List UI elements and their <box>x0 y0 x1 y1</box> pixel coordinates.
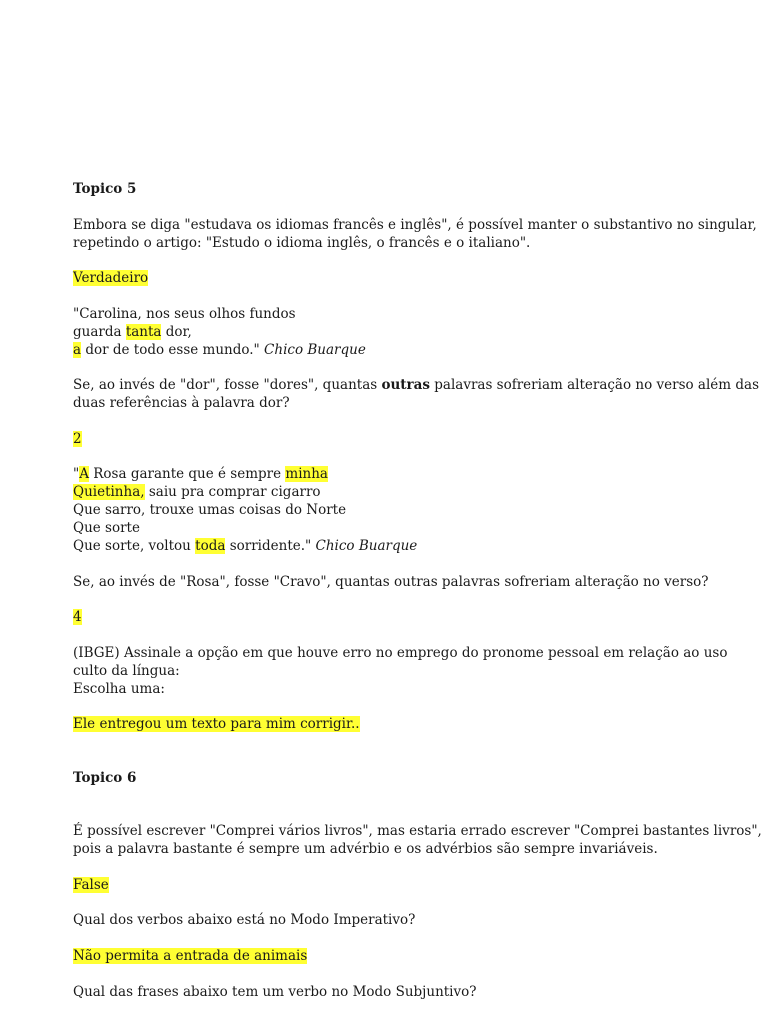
topic5-q1-answer-block <box>73 269 713 287</box>
q2-question-line1-b: palavras sofreriam alteração no verso além das <box>429 377 759 393</box>
q3-poem-line2-b: saiu pra comprar cigarro <box>144 484 321 500</box>
q2-question-line1-a: Se, ao invés de "dor", fosse "dores", quantas <box>73 377 382 393</box>
topic5-q1-line2: repetindo o artigo: "Estudo o idioma inglês, o francês e o italiano". <box>73 235 531 251</box>
q3-poem-highlight-a: A <box>79 466 89 482</box>
topic5-q3-poem <box>73 465 713 555</box>
topic5-q1-line1: Embora se diga "estudava os idiomas francês e inglês", é possível manter o substantivo no singular, <box>73 217 757 233</box>
q3-poem-line3: Que sarro, trouxe umas coisas do Norte <box>73 502 347 518</box>
topic5-q2-poem <box>73 305 713 359</box>
q3-poem-line5-b: sorridente." <box>225 538 316 554</box>
q2-poem-line3 <box>73 341 713 359</box>
topic5-q1-answer: Verdadeiro <box>73 270 149 286</box>
q2-question-line2: duas referências à palavra dor? <box>73 395 290 411</box>
topic5-q2-answer-block <box>73 430 713 448</box>
q2-question-line1 <box>73 376 759 394</box>
topic6-q2-answer: Não permita a entrada de animais <box>73 948 308 964</box>
q2-poem-line2-b: dor, <box>161 324 192 340</box>
topic5-q4-text <box>73 644 728 698</box>
topic6-q3-question <box>73 983 713 1001</box>
t6-q2-question-line: Qual dos verbos abaixo está no Modo Imperativo? <box>73 912 416 928</box>
topic6-title: Topico 6 <box>73 770 137 786</box>
q2-poem-highlight-tanta: tanta <box>125 324 162 340</box>
topic6-q1-answer: False <box>73 877 109 893</box>
q2-poem-line1: "Carolina, nos seus olhos fundos <box>73 306 296 322</box>
q3-poem-author: Chico Buarque <box>315 538 418 554</box>
topic5-q4-answer-block <box>73 715 713 733</box>
q3-poem-line1-a: " <box>73 466 80 482</box>
topic6-q1-answer-block <box>73 876 713 894</box>
q3-poem-highlight-toda: toda <box>195 538 226 554</box>
topic5-q4-answer: Ele entregou um texto para mim corrigir.. <box>73 716 360 732</box>
topic6-q2-question <box>73 911 713 929</box>
q3-poem-line1-b: Rosa garante que é sempre <box>88 466 286 482</box>
q2-poem-author: Chico Buarque <box>264 342 366 358</box>
q4-line2: culto da língua: <box>73 663 180 679</box>
topic6-q2-answer-block <box>73 947 713 965</box>
q3-poem-highlight-quietinha: Quietinha, <box>73 484 145 500</box>
t6-q1-line2: pois a palavra bastante é sempre um advérbio e os advérbios são sempre invariáveis. <box>73 841 658 857</box>
q3-poem-highlight-minha: minha <box>285 466 328 482</box>
q3-poem-line5-a: Que sorte, voltou <box>73 538 196 554</box>
topic5-q3-answer: 4 <box>73 609 82 625</box>
topic5-q3-question <box>73 573 713 591</box>
topic5-heading <box>73 180 713 198</box>
q2-poem-line2-a: guarda <box>73 324 126 340</box>
t6-q1-line1: É possível escrever "Comprei vários livros", mas estaria errado escrever "Comprei bastantes livros", <box>73 823 762 839</box>
topic6-q1-text <box>73 822 762 858</box>
q2-poem-line2 <box>73 323 713 341</box>
topic5-q2-answer: 2 <box>73 431 82 447</box>
q4-line1: (IBGE) Assinale a opção em que houve erro no emprego do pronome pessoal em relação ao uso <box>73 645 728 661</box>
topic5-title: Topico 5 <box>73 181 137 197</box>
q3-question-line: Se, ao invés de "Rosa", fosse "Cravo", quantas outras palavras sofreriam alteração no verso? <box>73 574 709 590</box>
q2-poem-line3-b: dor de todo esse mundo." <box>81 342 265 358</box>
q4-line3: Escolha uma: <box>73 681 165 697</box>
topic5-q3-answer-block <box>73 608 713 626</box>
topic6-heading <box>73 769 713 787</box>
topic5-q2-question <box>73 376 759 412</box>
q3-poem-line5 <box>73 537 713 555</box>
topic5-q1-text <box>73 216 757 252</box>
q3-poem-line1 <box>73 465 713 483</box>
t6-q3-question-line: Qual das frases abaixo tem um verbo no Modo Subjuntivo? <box>73 984 477 1000</box>
q3-poem-line4: Que sorte <box>73 520 140 536</box>
q3-poem-line2 <box>73 483 713 501</box>
q2-poem-highlight-a: a <box>73 342 82 358</box>
q2-question-bold: outras <box>381 377 430 393</box>
